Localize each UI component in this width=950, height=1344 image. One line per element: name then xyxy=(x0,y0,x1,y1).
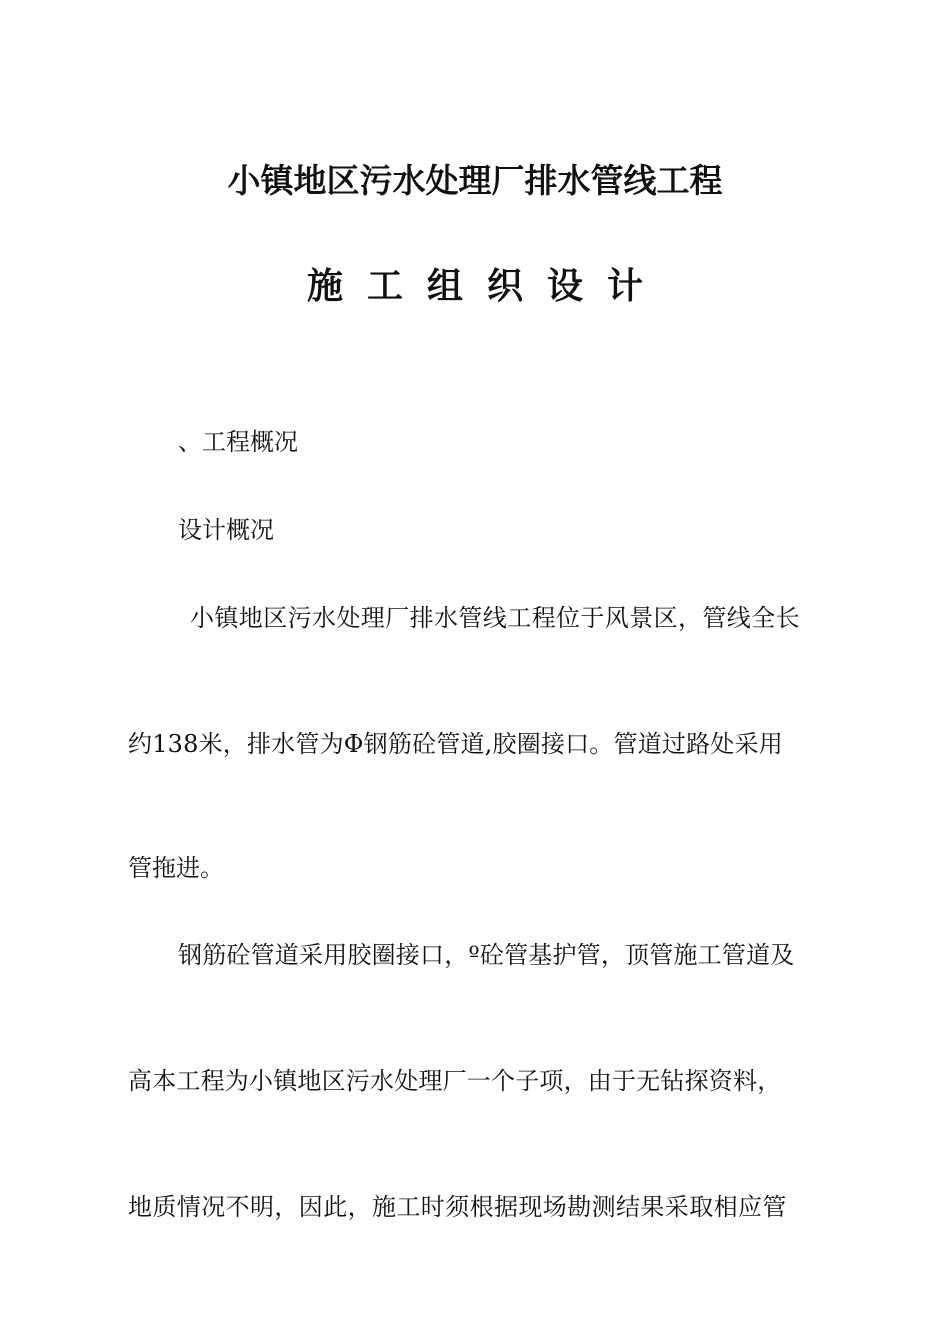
body-line: 地质情况不明，因此，施工时须根据现场勘测结果采取相应管 xyxy=(128,1193,787,1221)
document-subtitle: 施工组织设计 xyxy=(306,265,667,307)
body-line: 约138米，排水管为Φ钢筋砼管道,胶圈接口。管道过路处采用 xyxy=(128,730,783,758)
subsection-heading: 设计概况 xyxy=(178,516,274,544)
document-title: 小镇地区污水处理厂排水管线工程 xyxy=(227,161,723,200)
body-line: 管拖进。 xyxy=(128,854,224,882)
body-line: 小镇地区污水处理厂排水管线工程位于风景区，管线全长 xyxy=(190,604,800,632)
body-line: 高本工程为小镇地区污水处理厂一个子项，由于无钻探资料， xyxy=(128,1067,782,1095)
section-heading: 、工程概况 xyxy=(178,428,298,456)
body-line: 钢筋砼管道采用胶圈接口，º砼管基护管，顶管施工管道及 xyxy=(178,941,795,969)
